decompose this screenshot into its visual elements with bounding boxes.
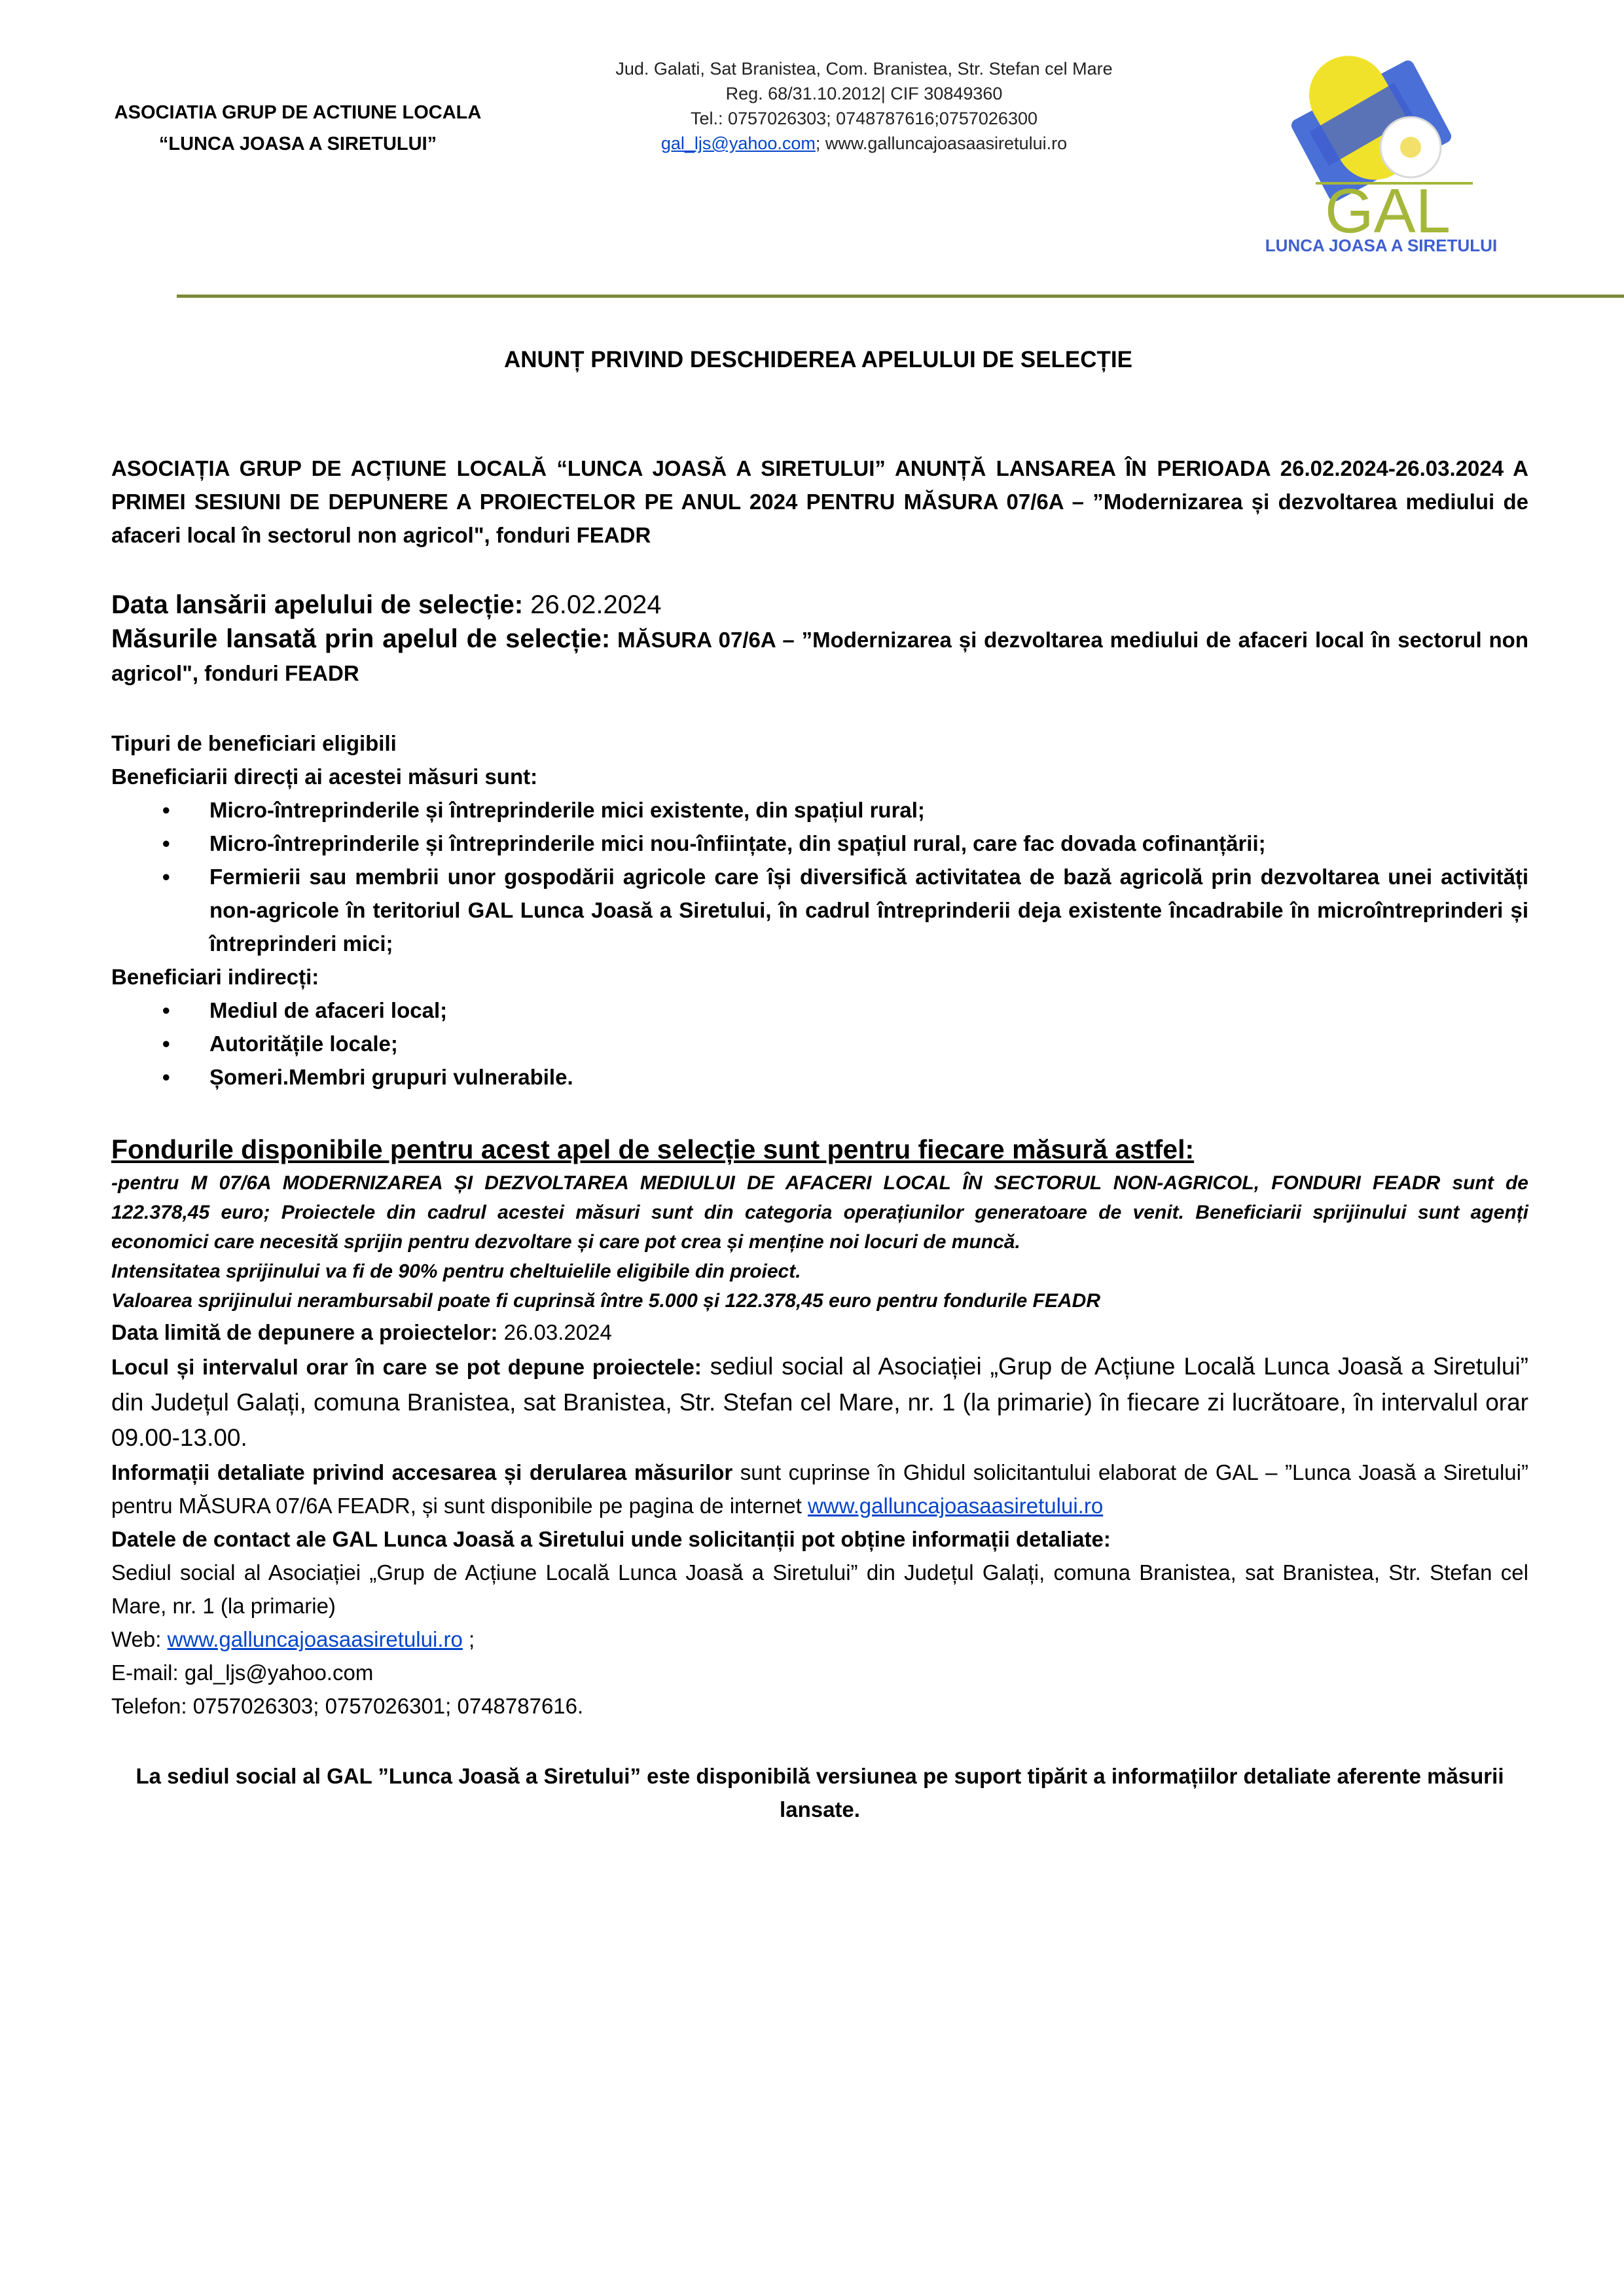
submission-place-value: sediul social al Asociației „Grup de Acțiune Locală Lunca Joasă a Siretului” din Județul Galați, comuna Branistea, sat Branistea, Str. Stefan cel Mare, nr. 1 (la primarie) în fiecare zi lucrătoare, în intervalul orar 09.00-13.00. — [111, 1353, 1529, 1451]
header-contact-block — [537, 56, 1191, 156]
support-value-range: Valoarea sprijinului nerambursabil poate fi cuprinsă între 5.000 și 122.378,45 euro pentru fondurile FEADR — [111, 1290, 1101, 1312]
page-title: ANUNȚ PRIVIND DESCHIDEREA APELULUI DE SELECȚIE — [504, 347, 1132, 372]
info-website-link[interactable]: www.galluncajoasaasiretului.ro — [807, 1494, 1104, 1518]
contact-email: E-mail: gal_ljs@yahoo.com — [111, 1660, 374, 1685]
launch-date — [111, 588, 1528, 622]
contact-phone: Telefon: 0757026303; 0757026301; 0748787616. — [111, 1694, 584, 1718]
indirect-beneficiaries-heading: Beneficiari indirecți: — [111, 965, 319, 989]
list-item: • Micro-întreprinderile și întreprinderile mici existente, din spațiul rural; — [111, 793, 1528, 827]
header-phone: Tel.: 0757026303; 0748787616;0757026300 — [690, 109, 1038, 128]
header-registration: Reg. 68/31.10.2012| CIF 30849360 — [725, 84, 1003, 103]
list-item: • Șomeri.Membri grupuri vulnerabile. — [111, 1060, 1528, 1094]
gal-logo-text: GAL — [1324, 176, 1451, 246]
funds-text: -pentru M 07/6A MODERNIZAREA ȘI DEZVOLTAREA MEDIULUI DE AFACERI LOCAL ÎN SECTORUL NON-AGRICOL, FONDURI FEADR sunt de 122.378,45 euro; Proiectele din cadrul acestei măsuri sunt din categoria operațiunilor generatoare de venit. Beneficiarii sprijinului sunt agenți economici care necesită sprijin pentru dezvoltare și care pot crea și menține noi locuri de muncă. — [111, 1172, 1528, 1253]
contact-web — [111, 1623, 1528, 1656]
launch-date-value: 26.02.2024 — [523, 590, 662, 619]
list-item: • Mediul de afaceri local; — [111, 994, 1528, 1027]
header-email-link[interactable]: gal_ljs@yahoo.com — [660, 134, 816, 153]
detailed-info-label: Informații detaliate privind accesarea și derularea măsurilor — [111, 1460, 733, 1484]
launch-date-label: Data lansării apelului de selecție: — [111, 590, 524, 619]
deadline-label: Data limită de depunere a proiectelor: — [111, 1320, 498, 1344]
bullet-icon: • — [162, 1065, 170, 1089]
measures-value: MĂSURA 07/6A – ”Modernizarea și dezvoltarea mediului de afaceri local în sectorul non agricol", fonduri FEADR — [111, 628, 1529, 685]
header-email-web — [537, 131, 1191, 156]
submission-place-label: Locul și intervalul orar în care se pot depune proiectele: — [111, 1355, 702, 1379]
deadline-value: 26.03.2024 — [497, 1320, 612, 1344]
header-divider — [177, 295, 1624, 298]
detailed-info — [111, 1456, 1528, 1522]
contact-heading: Datele de contact ale GAL Lunca Joasă a Siretului unde solicitanții pot obține informații detaliate: — [111, 1527, 1111, 1551]
logo-caption: LUNCA JOASA A SIRETULUI — [1265, 236, 1498, 255]
gal-logo — [1276, 46, 1499, 262]
organization-name — [85, 97, 511, 160]
deadline — [111, 1316, 1528, 1349]
contact-web-label: Web: — [111, 1627, 168, 1651]
submission-place — [111, 1349, 1528, 1456]
bullet-icon: • — [162, 998, 170, 1022]
direct-beneficiaries-heading: Beneficiarii direcți ai acestei măsuri sunt: — [111, 764, 538, 789]
intro-paragraph: ASOCIAȚIA GRUP DE ACȚIUNE LOCALĂ “LUNCA JOASĂ A SIRETULUI” ANUNȚĂ LANSAREA ÎN PERIOADA 26.02.2024-26.03.2024 A PRIMEI SESIUNI DE DEPUNERE A PROIECTELOR PE ANUL 2024 PENTRU MĂSURA 07/6A – ”Modernizarea și dezvoltarea mediului de afaceri local în sectorul non agricol", fonduri FEADR — [111, 456, 1528, 547]
org-name-line2: “LUNCA JOASA A SIRETULUI” — [158, 134, 437, 154]
closing-note: La sediul social al GAL ”Lunca Joasă a Siretului” este disponibilă versiunea pe suport tipărit a informațiilor detaliate aferente măsurii lansate. — [135, 1764, 1504, 1821]
beneficiary-types-heading: Tipuri de beneficiari eligibili — [111, 731, 397, 755]
bullet-icon: • — [162, 831, 170, 855]
bullet-icon: • — [162, 1031, 170, 1056]
bullet-icon: • — [162, 865, 170, 889]
contact-website-link[interactable]: www.galluncajoasaasiretului.ro — [167, 1627, 463, 1651]
launched-measures — [111, 622, 1528, 690]
header-address: Jud. Galati, Sat Branistea, Com. Branistea, Str. Stefan cel Mare — [615, 59, 1113, 79]
list-item: • Micro-întreprinderile și întreprinderile mici nou-înființate, din spațiul rural, care fac dovada cofinanțării; — [111, 827, 1528, 860]
org-name-line1: ASOCIATIA GRUP DE ACTIUNE LOCALA — [114, 102, 482, 123]
announcement-body — [111, 452, 1528, 1826]
funds-heading: Fondurile disponibile pentru acest apel de selecție sunt pentru fiecare măsură astfel: — [111, 1134, 1195, 1164]
contact-web-suffix: ; — [462, 1627, 475, 1651]
contact-address: Sediul social al Asociației „Grup de Acțiune Locală Lunca Joasă a Siretului” din Județul Galați, comuna Branistea, sat Branistea, Str. Stefan cel Mare, nr. 1 (la primarie) — [111, 1560, 1528, 1618]
support-intensity: Intensitatea sprijinului va fi de 90% pentru cheltuielile eligibile din proiect. — [111, 1261, 801, 1282]
measures-label: Măsurile lansată prin apelul de selecție: — [111, 624, 611, 653]
list-item: • Autoritățile locale; — [111, 1027, 1528, 1060]
header-web-text: ; www.galluncajoasaasiretului.ro — [815, 134, 1068, 153]
detailed-info-value: sunt cuprinse în Ghidul solicitantului elaborat de GAL – ”Lunca Joasă a Siretului” pentru MĂSURA 07/6A FEADR, și sunt disponibile pe pagina de internet — [111, 1460, 1528, 1518]
list-item: • Fermierii sau membrii unor gospodării agricole care își diversifică activitatea de bază agricolă prin dezvoltarea unei activități non-agricole în teritoriul GAL Lunca Joasă a Siretului, în cadrul întreprinderii deja existente încadrabile în microîntreprinderi și întreprinderi mici; — [111, 860, 1528, 960]
bullet-icon: • — [162, 798, 170, 822]
